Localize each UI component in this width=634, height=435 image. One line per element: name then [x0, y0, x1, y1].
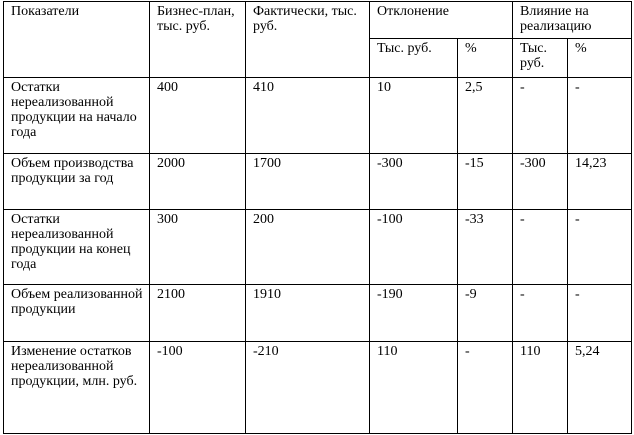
cell-indicator: Объем реализованной продукции [4, 285, 150, 342]
cell-business-plan: 2100 [150, 285, 246, 342]
cell-influence-percent: - [568, 210, 632, 285]
cell-actual: 1910 [246, 285, 370, 342]
cell-business-plan: 400 [150, 78, 246, 154]
analysis-table [3, 1, 632, 434]
header-indicators: Показатели [4, 2, 150, 78]
cell-indicator: Остатки нереализованной продукции на начало года [4, 78, 150, 154]
cell-deviation-thousand-rub: -300 [370, 154, 458, 210]
cell-deviation-percent: - [458, 342, 513, 434]
header-influence-percent: % [568, 39, 632, 78]
table-row [4, 78, 632, 154]
cell-deviation-thousand-rub: 10 [370, 78, 458, 154]
header-business-plan: Бизнес-план, тыс. руб. [150, 2, 246, 78]
table-row [4, 342, 632, 434]
cell-influence-percent: - [568, 285, 632, 342]
cell-actual: -210 [246, 342, 370, 434]
table-row [4, 210, 632, 285]
cell-indicator: Объем производства продукции за год [4, 154, 150, 210]
header-influence-thousand-rub: Тыс. руб. [513, 39, 568, 78]
header-influence: Влияние на реализацию [513, 2, 632, 39]
table-row [4, 154, 632, 210]
cell-actual: 410 [246, 78, 370, 154]
header-deviation-percent: % [458, 39, 513, 78]
cell-deviation-thousand-rub: -190 [370, 285, 458, 342]
cell-influence-percent: 5,24 [568, 342, 632, 434]
cell-influence-percent: 14,23 [568, 154, 632, 210]
cell-deviation-percent: 2,5 [458, 78, 513, 154]
cell-deviation-percent: -9 [458, 285, 513, 342]
cell-business-plan: 300 [150, 210, 246, 285]
header-deviation: Отклонение [370, 2, 513, 39]
header-deviation-thousand-rub: Тыс. руб. [370, 39, 458, 78]
cell-influence-thousand-rub: - [513, 285, 568, 342]
cell-deviation-thousand-rub: -100 [370, 210, 458, 285]
cell-actual: 1700 [246, 154, 370, 210]
header-actual: Фактически, тыс. руб. [246, 2, 370, 78]
cell-indicator: Изменение остатков нереализованной продукции, млн. руб. [4, 342, 150, 434]
cell-business-plan: -100 [150, 342, 246, 434]
cell-actual: 200 [246, 210, 370, 285]
cell-deviation-thousand-rub: 110 [370, 342, 458, 434]
cell-influence-thousand-rub: - [513, 78, 568, 154]
table-row [4, 285, 632, 342]
header-row-1 [4, 2, 632, 39]
cell-influence-thousand-rub: 110 [513, 342, 568, 434]
cell-deviation-percent: -15 [458, 154, 513, 210]
cell-indicator: Остатки нереализованной продукции на конец года [4, 210, 150, 285]
cell-influence-percent: - [568, 78, 632, 154]
cell-deviation-percent: -33 [458, 210, 513, 285]
cell-business-plan: 2000 [150, 154, 246, 210]
cell-influence-thousand-rub: - [513, 210, 568, 285]
cell-influence-thousand-rub: -300 [513, 154, 568, 210]
